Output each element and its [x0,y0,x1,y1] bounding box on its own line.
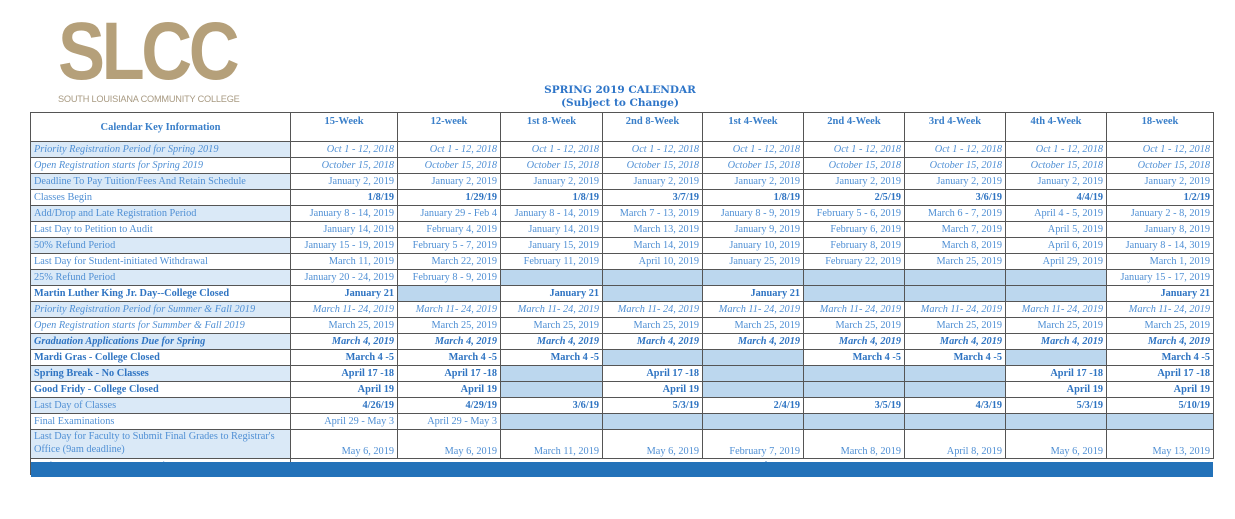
empty-cell [804,366,905,382]
date-cell: March 4 -5 [291,350,398,366]
date-cell: January 8 - 14, 2019 [291,206,398,222]
date-cell: October 15, 2018 [1107,158,1214,174]
column-header: 2nd 8-Week [603,113,703,142]
date-cell: Oct 1 - 12, 2018 [398,142,501,158]
date-cell: February 5 - 7, 2019 [398,238,501,254]
date-cell: April 19 [291,382,398,398]
date-cell: May 6, 2019 [1006,430,1107,459]
row-label: Last Day for Student-initiated Withdrawal [31,254,291,270]
date-cell: March 4, 2019 [804,334,905,350]
empty-cell [804,286,905,302]
date-cell: 1/29/19 [398,190,501,206]
date-cell: March 4 -5 [1107,350,1214,366]
date-cell: January 15 - 17, 2019 [1107,270,1214,286]
date-cell: March 11- 24, 2019 [905,302,1006,318]
date-cell: Oct 1 - 12, 2018 [703,142,804,158]
date-cell: April 4 - 5, 2019 [1006,206,1107,222]
empty-cell [603,350,703,366]
table-row [31,142,1214,158]
empty-cell [603,270,703,286]
table-row [31,302,1214,318]
date-cell: January 2, 2019 [703,174,804,190]
column-header: 15-Week [291,113,398,142]
date-cell: March 11, 2019 [501,430,603,459]
date-cell: March 25, 2019 [804,318,905,334]
row-label: Classes Begin [31,190,291,206]
date-cell: 3/6/19 [501,398,603,414]
empty-cell [1006,350,1107,366]
date-cell: 3/7/19 [603,190,703,206]
row-label: Add/Drop and Late Registration Period [31,206,291,222]
table-row [31,286,1214,302]
date-cell: March 4, 2019 [703,334,804,350]
date-cell: March 14, 2019 [603,238,703,254]
date-cell: January 2, 2019 [905,174,1006,190]
date-cell: October 15, 2018 [905,158,1006,174]
date-cell: 3/5/19 [804,398,905,414]
date-cell: March 4, 2019 [1006,334,1107,350]
empty-cell [703,414,804,430]
date-cell: April 17 -18 [291,366,398,382]
date-cell: March 4, 2019 [501,334,603,350]
date-cell: March 4 -5 [398,350,501,366]
date-cell: January 8 - 9, 2019 [703,206,804,222]
empty-cell [501,366,603,382]
row-label: Last Day for Faculty to Submit Final Grades to Registrar's Office (9am deadline) [31,430,291,459]
date-cell: October 15, 2018 [501,158,603,174]
date-cell: October 15, 2018 [804,158,905,174]
date-cell: February 8, 2019 [804,238,905,254]
date-cell: January 20 - 24, 2019 [291,270,398,286]
row-label: Last Day of Classes [31,398,291,414]
date-cell: January 2, 2019 [804,174,905,190]
date-cell: October 15, 2018 [703,158,804,174]
table-row [31,382,1214,398]
date-cell: March 4, 2019 [1107,334,1214,350]
date-cell: January 2, 2019 [1006,174,1107,190]
date-cell: March 8, 2019 [905,238,1006,254]
date-cell: 4/3/19 [905,398,1006,414]
date-cell: January 15, 2019 [501,238,603,254]
date-cell: February 11, 2019 [501,254,603,270]
date-cell: January 9, 2019 [703,222,804,238]
date-cell: March 13, 2019 [603,222,703,238]
row-label: Mardi Gras - College Closed [31,350,291,366]
date-cell: March 11, 2019 [291,254,398,270]
table-row [31,414,1214,430]
date-cell: October 15, 2018 [291,158,398,174]
date-cell: April 5, 2019 [1006,222,1107,238]
date-cell: 3/6/19 [905,190,1006,206]
date-cell: October 15, 2018 [603,158,703,174]
date-cell: March 4, 2019 [603,334,703,350]
date-cell: April 19 [1006,382,1107,398]
row-label: 50% Refund Period [31,238,291,254]
date-cell: March 25, 2019 [1107,318,1214,334]
date-cell: May 6, 2019 [603,430,703,459]
table-row [31,430,1214,459]
date-cell: October 15, 2018 [398,158,501,174]
date-cell: January 21 [291,286,398,302]
table-row [31,222,1214,238]
empty-cell [804,270,905,286]
date-cell: 2/5/19 [804,190,905,206]
column-header: 18-week [1107,113,1214,142]
date-cell: Oct 1 - 12, 2018 [501,142,603,158]
date-cell: January 2, 2019 [1107,174,1214,190]
date-cell: 1/8/19 [703,190,804,206]
empty-cell [398,286,501,302]
date-cell: 1/8/19 [291,190,398,206]
date-cell: March 25, 2019 [703,318,804,334]
date-cell: February 7, 2019 [703,430,804,459]
row-label: Martin Luther King Jr. Day--College Closed [31,286,291,302]
empty-cell [703,382,804,398]
date-cell: March 4 -5 [905,350,1006,366]
table-row [31,206,1214,222]
page-title [520,84,720,110]
date-cell: February 4, 2019 [398,222,501,238]
date-cell: February 22, 2019 [804,254,905,270]
empty-cell [603,286,703,302]
date-cell: May 6, 2019 [291,430,398,459]
date-cell: Oct 1 - 12, 2018 [291,142,398,158]
date-cell: March 25, 2019 [905,254,1006,270]
row-label: Spring Break - No Classes [31,366,291,382]
date-cell: Oct 1 - 12, 2018 [905,142,1006,158]
date-cell: March 25, 2019 [1006,318,1107,334]
date-cell: January 14, 2019 [501,222,603,238]
calendar-table [30,112,1214,475]
empty-cell [905,382,1006,398]
date-cell: March 7, 2019 [905,222,1006,238]
row-label: 25% Refund Period [31,270,291,286]
date-cell: October 15, 2018 [1006,158,1107,174]
date-cell: January 2, 2019 [501,174,603,190]
date-cell: March 25, 2019 [905,318,1006,334]
date-cell: March 7 - 13, 2019 [603,206,703,222]
date-cell: January 15 - 19, 2019 [291,238,398,254]
row-label: Open Registration starts for Summber & Fall 2019 [31,318,291,334]
date-cell: April 17 -18 [1006,366,1107,382]
date-cell: April 29 - May 3 [398,414,501,430]
date-cell: March 25, 2019 [603,318,703,334]
date-cell: January 21 [501,286,603,302]
empty-cell [501,414,603,430]
date-cell: Oct 1 - 12, 2018 [1107,142,1214,158]
date-cell: January 2, 2019 [603,174,703,190]
date-cell: April 8, 2019 [905,430,1006,459]
date-cell: April 10, 2019 [603,254,703,270]
date-cell: March 25, 2019 [398,318,501,334]
date-cell: March 6 - 7, 2019 [905,206,1006,222]
date-cell: January 10, 2019 [703,238,804,254]
date-cell: March 1, 2019 [1107,254,1214,270]
date-cell: May 6, 2019 [398,430,501,459]
empty-cell [1006,414,1107,430]
slcc-logo [58,6,258,104]
logo-wordmark: SLCC [58,6,237,97]
row-label: Good Fridy - College Closed [31,382,291,398]
row-label: Priority Registration Period for Summer & Fall 2019 [31,302,291,318]
date-cell: March 11- 24, 2019 [603,302,703,318]
table-row [31,158,1214,174]
table-row [31,350,1214,366]
row-label: Last Day to Petition to Audit [31,222,291,238]
date-cell: March 11- 24, 2019 [291,302,398,318]
empty-cell [905,414,1006,430]
empty-cell [501,382,603,398]
empty-cell [603,414,703,430]
date-cell: April 29, 2019 [1006,254,1107,270]
date-cell: April 29 - May 3 [291,414,398,430]
date-cell: March 11- 24, 2019 [1006,302,1107,318]
column-header: 1st 8-Week [501,113,603,142]
date-cell: March 8, 2019 [804,430,905,459]
empty-cell [804,382,905,398]
key-header: Calendar Key Information [31,113,291,142]
column-header: 1st 4-Week [703,113,804,142]
empty-cell [905,366,1006,382]
table-row [31,398,1214,414]
date-cell: April 19 [603,382,703,398]
table-row [31,270,1214,286]
date-cell: April 19 [1107,382,1214,398]
date-cell: Oct 1 - 12, 2018 [1006,142,1107,158]
table-row [31,366,1214,382]
date-cell: May 13, 2019 [1107,430,1214,459]
date-cell: 4/26/19 [291,398,398,414]
date-cell: 1/2/19 [1107,190,1214,206]
date-cell: January 14, 2019 [291,222,398,238]
date-cell: March 4, 2019 [291,334,398,350]
row-label: Priority Registration Period for Spring 2019 [31,142,291,158]
empty-cell [804,414,905,430]
date-cell: March 4 -5 [501,350,603,366]
date-cell: March 22, 2019 [398,254,501,270]
empty-cell [703,350,804,366]
column-header: 12-week [398,113,501,142]
table-row [31,174,1214,190]
date-cell: January 25, 2019 [703,254,804,270]
row-label: Open Registration starts for Spring 2019 [31,158,291,174]
date-cell: January 2, 2019 [398,174,501,190]
empty-cell [1107,414,1214,430]
date-cell: March 11- 24, 2019 [804,302,905,318]
empty-cell [703,366,804,382]
date-cell: January 21 [703,286,804,302]
column-header: 4th 4-Week [1006,113,1107,142]
date-cell: March 11- 24, 2019 [703,302,804,318]
table-row [31,254,1214,270]
row-label: Graduation Applications Due for Spring [31,334,291,350]
date-cell: Oct 1 - 12, 2018 [603,142,703,158]
table-row [31,334,1214,350]
title-line-1: SPRING 2019 CALENDAR [544,84,696,96]
row-label: Final Examinations [31,414,291,430]
date-cell: March 4, 2019 [905,334,1006,350]
date-cell: January 2, 2019 [291,174,398,190]
empty-cell [905,286,1006,302]
date-cell: January 2 - 8, 2019 [1107,206,1214,222]
date-cell: April 17 -18 [398,366,501,382]
date-cell: 5/3/19 [603,398,703,414]
date-cell: March 25, 2019 [291,318,398,334]
date-cell: March 4, 2019 [398,334,501,350]
date-cell: March 11- 24, 2019 [398,302,501,318]
row-label: Deadline To Pay Tuition/Fees And Retain Schedule [31,174,291,190]
date-cell: March 25, 2019 [501,318,603,334]
date-cell: 1/8/19 [501,190,603,206]
date-cell: Oct 1 - 12, 2018 [804,142,905,158]
date-cell: January 8 - 14, 2019 [501,206,603,222]
date-cell: January 29 - Feb 4 [398,206,501,222]
column-header: 2nd 4-Week [804,113,905,142]
header-row [31,113,1214,142]
date-cell: February 5 - 6, 2019 [804,206,905,222]
empty-cell [905,270,1006,286]
date-cell: March 4 -5 [804,350,905,366]
date-cell: February 8 - 9, 2019 [398,270,501,286]
date-cell: April 17 -18 [603,366,703,382]
title-line-2: (Subject to Change) [561,97,679,109]
date-cell: April 17 -18 [1107,366,1214,382]
date-cell: 5/10/19 [1107,398,1214,414]
date-cell: 4/4/19 [1006,190,1107,206]
date-cell: 5/3/19 [1006,398,1107,414]
date-cell: 2/4/19 [703,398,804,414]
date-cell: March 11- 24, 2019 [501,302,603,318]
table-row [31,318,1214,334]
date-cell: January 8, 2019 [1107,222,1214,238]
table-row [31,238,1214,254]
column-header: 3rd 4-Week [905,113,1006,142]
date-cell: February 6, 2019 [804,222,905,238]
empty-cell [1006,270,1107,286]
empty-cell [1006,286,1107,302]
date-cell: March 11- 24, 2019 [1107,302,1214,318]
date-cell: January 21 [1107,286,1214,302]
date-cell: January 8 - 14, 3019 [1107,238,1214,254]
date-cell: April 19 [398,382,501,398]
date-cell: April 6, 2019 [1006,238,1107,254]
date-cell: 4/29/19 [398,398,501,414]
table-row [31,190,1214,206]
empty-cell [501,270,603,286]
logo-subtitle: SOUTH LOUISIANA COMMUNITY COLLEGE [58,94,240,104]
footer-bar [31,462,1213,477]
empty-cell [703,270,804,286]
